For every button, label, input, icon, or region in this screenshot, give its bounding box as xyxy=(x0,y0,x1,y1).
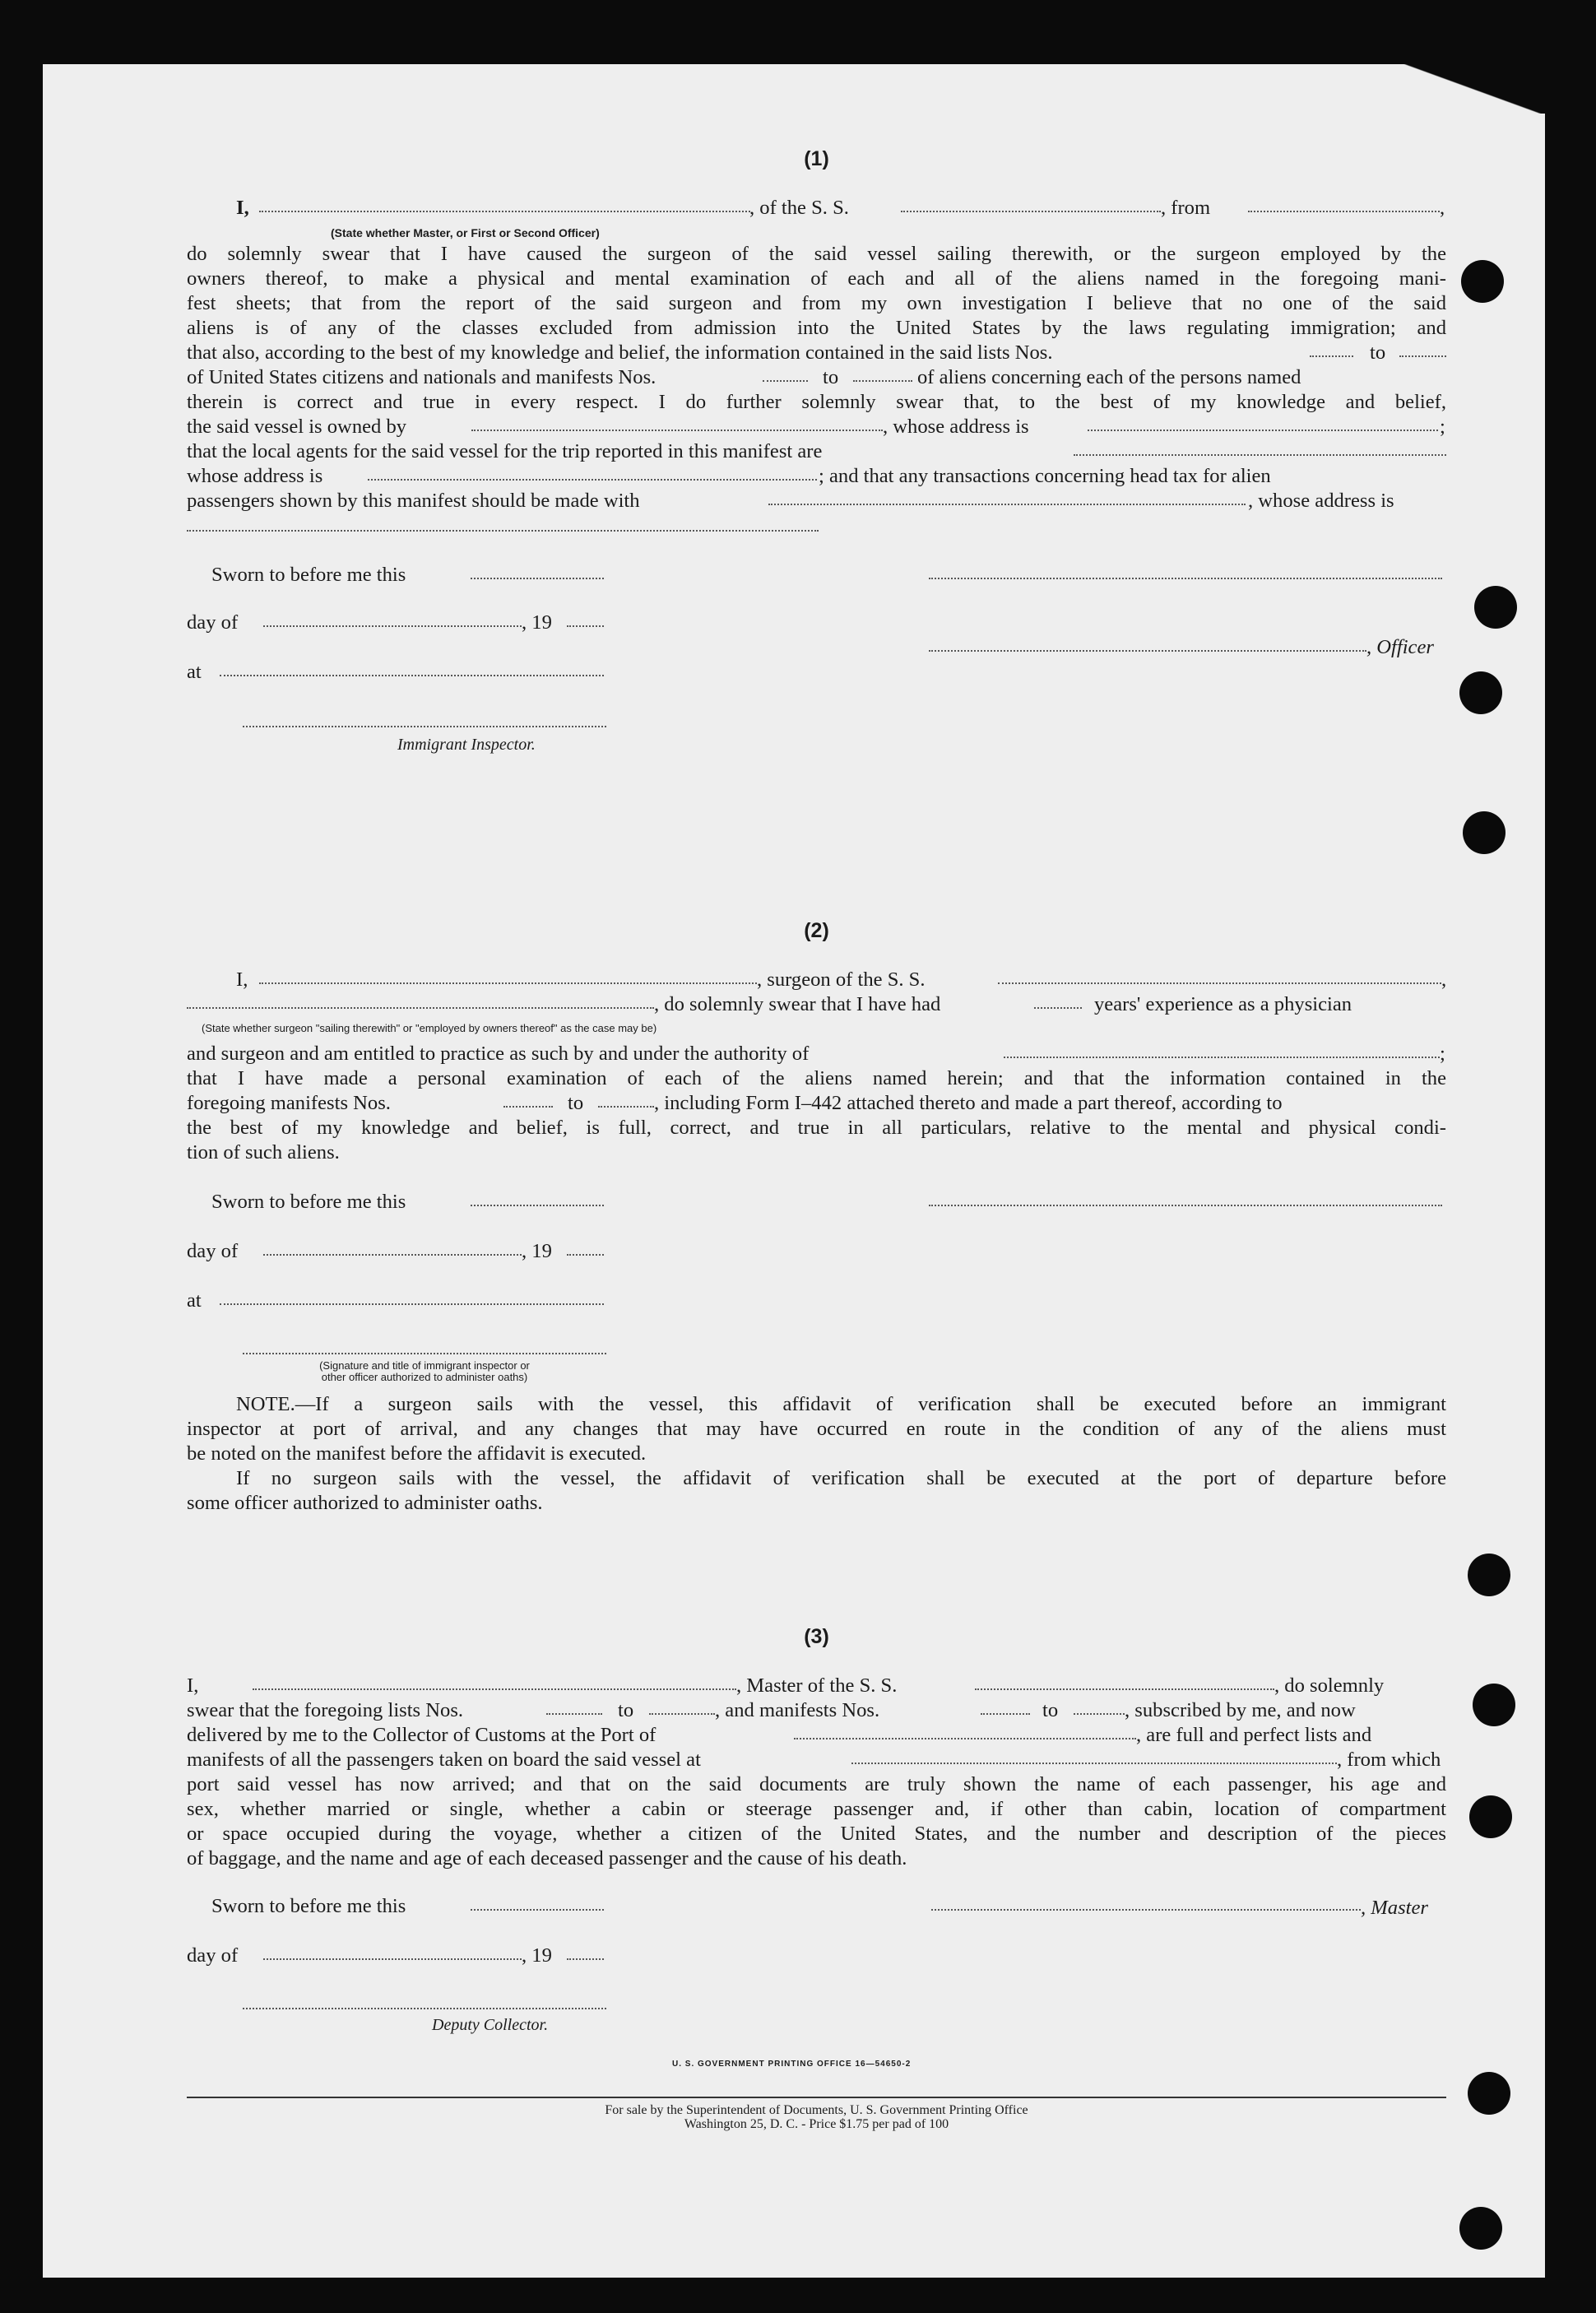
s2-signature-caption-1: (Signature and title of immigrant inspector or xyxy=(319,1359,530,1372)
s2-text: to xyxy=(568,1092,584,1114)
collector-signature-field[interactable] xyxy=(243,2008,606,2009)
s2-manifests-to-field[interactable] xyxy=(598,1106,654,1108)
s3-manifests-from-field[interactable] xyxy=(981,1713,1030,1715)
s1-year-field[interactable] xyxy=(567,625,604,627)
note-line: some officer authorized to administer oaths. xyxy=(187,1492,543,1514)
owner-field[interactable] xyxy=(471,430,883,431)
s1-text: ; xyxy=(1440,416,1445,438)
master-name-field[interactable] xyxy=(253,1688,736,1690)
s1-at-field[interactable] xyxy=(220,675,604,676)
agents-address-field[interactable] xyxy=(368,479,817,481)
s2-manifests-from-field[interactable] xyxy=(503,1106,553,1108)
s1-sworn-label: Sworn to before me this xyxy=(211,564,406,586)
s3-text: manifests of all the passengers taken on board the said vessel at xyxy=(187,1749,701,1771)
s3-paragraph-line: sex, whether married or single, whether a cabin or steerage passenger and, if other than cabin, location of compartment xyxy=(187,1798,1446,1820)
head-tax-address-field[interactable] xyxy=(187,530,819,532)
s2-year-field[interactable] xyxy=(567,1254,604,1256)
section-1-number: (1) xyxy=(804,147,829,170)
s3-vessel-field[interactable] xyxy=(975,1688,1274,1690)
s1-day-label: day of xyxy=(187,611,239,634)
s2-signature-caption-2: other officer authorized to administer oaths) xyxy=(321,1371,528,1383)
s1-year-label: , 19 xyxy=(522,611,552,634)
surgeon-status-field[interactable] xyxy=(187,1007,654,1009)
s3-lists-to-field[interactable] xyxy=(649,1713,715,1715)
s1-sworn-day-field[interactable] xyxy=(471,578,604,579)
s1-paragraph-line: fest sheets; that from the report of the said surgeon and from my own investigation I believe that no one of the said xyxy=(187,292,1446,314)
s1-label: , of the S. S. xyxy=(749,197,849,219)
s1-signature-field[interactable] xyxy=(929,578,1442,579)
s1-paragraph-line: therein is correct and true in every respect. I do further solemnly swear that, to the best of my knowledge and belief, xyxy=(187,391,1446,413)
punch-hole xyxy=(1459,671,1502,714)
gpo-imprint: U. S. GOVERNMENT PRINTING OFFICE 16—54650-2 xyxy=(672,2060,912,2069)
s2-label: I, xyxy=(236,968,248,991)
lists-from-field[interactable] xyxy=(1310,355,1353,357)
sale-line-1: For sale by the Superintendent of Documents, U. S. Government Printing Office xyxy=(605,2103,1028,2117)
master-signature-field[interactable] xyxy=(931,1909,1361,1911)
s3-manifests-to-field[interactable] xyxy=(1074,1713,1125,1715)
s1-caption: (State whether Master, or First or Second Officer) xyxy=(331,226,600,239)
note-line: inspector at port of arrival, and any changes that may have occurred en route in the condition of any of the aliens must xyxy=(187,1418,1446,1440)
s3-sworn-day-field[interactable] xyxy=(471,1909,604,1911)
section-2-number: (2) xyxy=(804,919,829,942)
port-of-boarding-field[interactable] xyxy=(851,1763,1337,1764)
years-experience-field[interactable] xyxy=(1034,1007,1082,1009)
s3-text: , subscribed by me, and now xyxy=(1125,1699,1356,1721)
s1-label: , from xyxy=(1161,197,1211,219)
officer-signature-field[interactable] xyxy=(929,650,1366,652)
s3-text: to xyxy=(1042,1699,1059,1721)
punch-hole xyxy=(1474,586,1517,629)
s1-month-field[interactable] xyxy=(263,625,522,627)
s3-text: , are full and perfect lists and xyxy=(1136,1724,1372,1746)
s1-label: , xyxy=(1440,197,1445,219)
inspector-label: Immigrant Inspector. xyxy=(397,736,536,754)
s2-month-field[interactable] xyxy=(263,1254,522,1256)
s1-text: that also, according to the best of my knowledge and belief, the information contained in the said lists Nos. xyxy=(187,341,1053,364)
s2-caption: (State whether surgeon "sailing therewith" or "employed by owners thereof" as the case may be) xyxy=(202,1022,657,1034)
form-sheet xyxy=(43,64,1545,2278)
s2-text: years' experience as a physician xyxy=(1094,993,1352,1015)
s1-text: ; and that any transactions concerning head tax for alien xyxy=(819,465,1271,487)
footer-rule xyxy=(187,2097,1446,2098)
s2-vessel-field[interactable] xyxy=(998,982,1441,984)
s2-text: foregoing manifests Nos. xyxy=(187,1092,391,1114)
note-line: NOTE.—If a surgeon sails with the vessel, this affidavit of verification shall be executed before an immigrant xyxy=(236,1393,1446,1415)
s2-day-label: day of xyxy=(187,1240,239,1262)
s1-text: whose address is xyxy=(187,465,323,487)
manifests-to-field[interactable] xyxy=(853,380,912,382)
s1-paragraph-line: do solemnly swear that I have caused the surgeon of the said vessel sailing therewith, or the surgeon employed by the xyxy=(187,243,1446,265)
folded-corner xyxy=(1372,64,1545,114)
s1-at-label: at xyxy=(187,661,202,683)
collector-label: Deputy Collector. xyxy=(432,2016,549,2034)
s1-text: to xyxy=(1370,341,1386,364)
s3-sworn-label: Sworn to before me this xyxy=(211,1895,406,1917)
s2-inspector-signature-field[interactable] xyxy=(243,1353,606,1354)
punch-hole xyxy=(1461,260,1504,303)
s3-label: I, xyxy=(187,1674,199,1697)
s2-text: , including Form I–442 attached thereto and made a part thereof, according to xyxy=(654,1092,1283,1114)
s3-text: , and manifests Nos. xyxy=(715,1699,880,1721)
local-agents-field[interactable] xyxy=(1074,454,1446,456)
note-line: If no surgeon sails with the vessel, the affidavit of verification shall be executed at the port of departure before xyxy=(236,1467,1446,1489)
section-3-number: (3) xyxy=(804,1625,829,1648)
s1-label: I, xyxy=(236,197,249,219)
s3-month-field[interactable] xyxy=(263,1958,522,1960)
s1-text: passengers shown by this manifest should be made with xyxy=(187,490,640,512)
s1-text: to xyxy=(823,366,839,388)
punch-hole xyxy=(1468,2072,1510,2115)
s2-signature-field[interactable] xyxy=(929,1205,1442,1206)
s2-at-field[interactable] xyxy=(220,1303,604,1305)
s3-text: swear that the foregoing lists Nos. xyxy=(187,1699,464,1721)
s2-paragraph-line: tion of such aliens. xyxy=(187,1141,340,1163)
punch-hole xyxy=(1463,811,1506,854)
s3-text: , from which xyxy=(1337,1749,1441,1771)
s3-paragraph-line: port said vessel has now arrived; and that on the said documents are truly shown the name of each passenger, his age and xyxy=(187,1773,1446,1795)
officer-label: , Officer xyxy=(1366,636,1434,658)
s2-label: , surgeon of the S. S. xyxy=(757,968,926,991)
s3-year-label: , 19 xyxy=(522,1944,552,1967)
surgeon-name-field[interactable] xyxy=(259,982,757,984)
s2-sworn-day-field[interactable] xyxy=(471,1205,604,1206)
manifests-from-field[interactable] xyxy=(763,380,808,382)
s3-label: , Master of the S. S. xyxy=(736,1674,898,1697)
s3-lists-from-field[interactable] xyxy=(546,1713,602,1715)
s2-paragraph-line: the best of my knowledge and belief, is full, correct, and true in all particulars, relative to the mental and physical condi- xyxy=(187,1117,1446,1139)
s2-label: , xyxy=(1441,968,1447,991)
s1-paragraph-line: aliens is of any of the classes excluded from admission into the United States by the laws regulating immigration; and xyxy=(187,317,1446,339)
s2-text: and surgeon and am entitled to practice as such by and under the authority of xyxy=(187,1043,810,1065)
lists-to-field[interactable] xyxy=(1399,355,1446,357)
s1-text: , whose address is xyxy=(883,416,1029,438)
s1-paragraph-line: owners thereof, to make a physical and mental examination of each and all of the aliens named in the foregoing mani- xyxy=(187,267,1446,290)
owner-address-field[interactable] xyxy=(1088,430,1438,431)
s2-year-label: , 19 xyxy=(522,1240,552,1262)
s3-text: delivered by me to the Collector of Customs at the Port of xyxy=(187,1724,656,1746)
punch-hole xyxy=(1468,1554,1510,1596)
s3-paragraph-line: or space occupied during the voyage, whether a citizen of the United States, and the number and description of the pieces xyxy=(187,1823,1446,1845)
s3-paragraph-line: of baggage, and the name and age of each deceased passenger and the cause of his death. xyxy=(187,1847,907,1869)
punch-hole xyxy=(1469,1795,1512,1838)
from-port-field[interactable] xyxy=(1248,211,1440,212)
s2-text: ; xyxy=(1440,1043,1445,1065)
s3-label: , do solemnly xyxy=(1274,1674,1385,1697)
s3-day-label: day of xyxy=(187,1944,239,1967)
s3-text: to xyxy=(618,1699,634,1721)
port-of-arrival-field[interactable] xyxy=(794,1738,1136,1739)
s1-text: that the local agents for the said vessel for the trip reported in this manifest are xyxy=(187,440,823,462)
s2-text: , do solemnly swear that I have had xyxy=(654,993,941,1015)
master-label: , Master xyxy=(1361,1897,1428,1919)
punch-hole xyxy=(1459,2207,1502,2250)
punch-hole xyxy=(1473,1684,1515,1726)
note-line: be noted on the manifest before the affidavit is executed. xyxy=(187,1442,647,1465)
s1-text: of aliens concerning each of the persons named xyxy=(917,366,1301,388)
s1-text: the said vessel is owned by xyxy=(187,416,407,438)
s1-text: , whose address is xyxy=(1248,490,1394,512)
s3-year-field[interactable] xyxy=(567,1958,604,1960)
s2-paragraph-line: that I have made a personal examination of each of the aliens named herein; and that the information contained in the xyxy=(187,1067,1446,1089)
s2-at-label: at xyxy=(187,1289,202,1312)
vessel-name-field[interactable] xyxy=(901,211,1161,212)
s2-sworn-label: Sworn to before me this xyxy=(211,1191,406,1213)
practice-authority-field[interactable] xyxy=(1004,1057,1440,1058)
inspector-signature-field[interactable] xyxy=(243,726,606,727)
sale-line-2: Washington 25, D. C. - Price $1.75 per pad of 100 xyxy=(684,2117,949,2131)
rank-field[interactable] xyxy=(259,211,750,212)
s1-text: of United States citizens and nationals and manifests Nos. xyxy=(187,366,656,388)
head-tax-party-field[interactable] xyxy=(768,504,1246,505)
